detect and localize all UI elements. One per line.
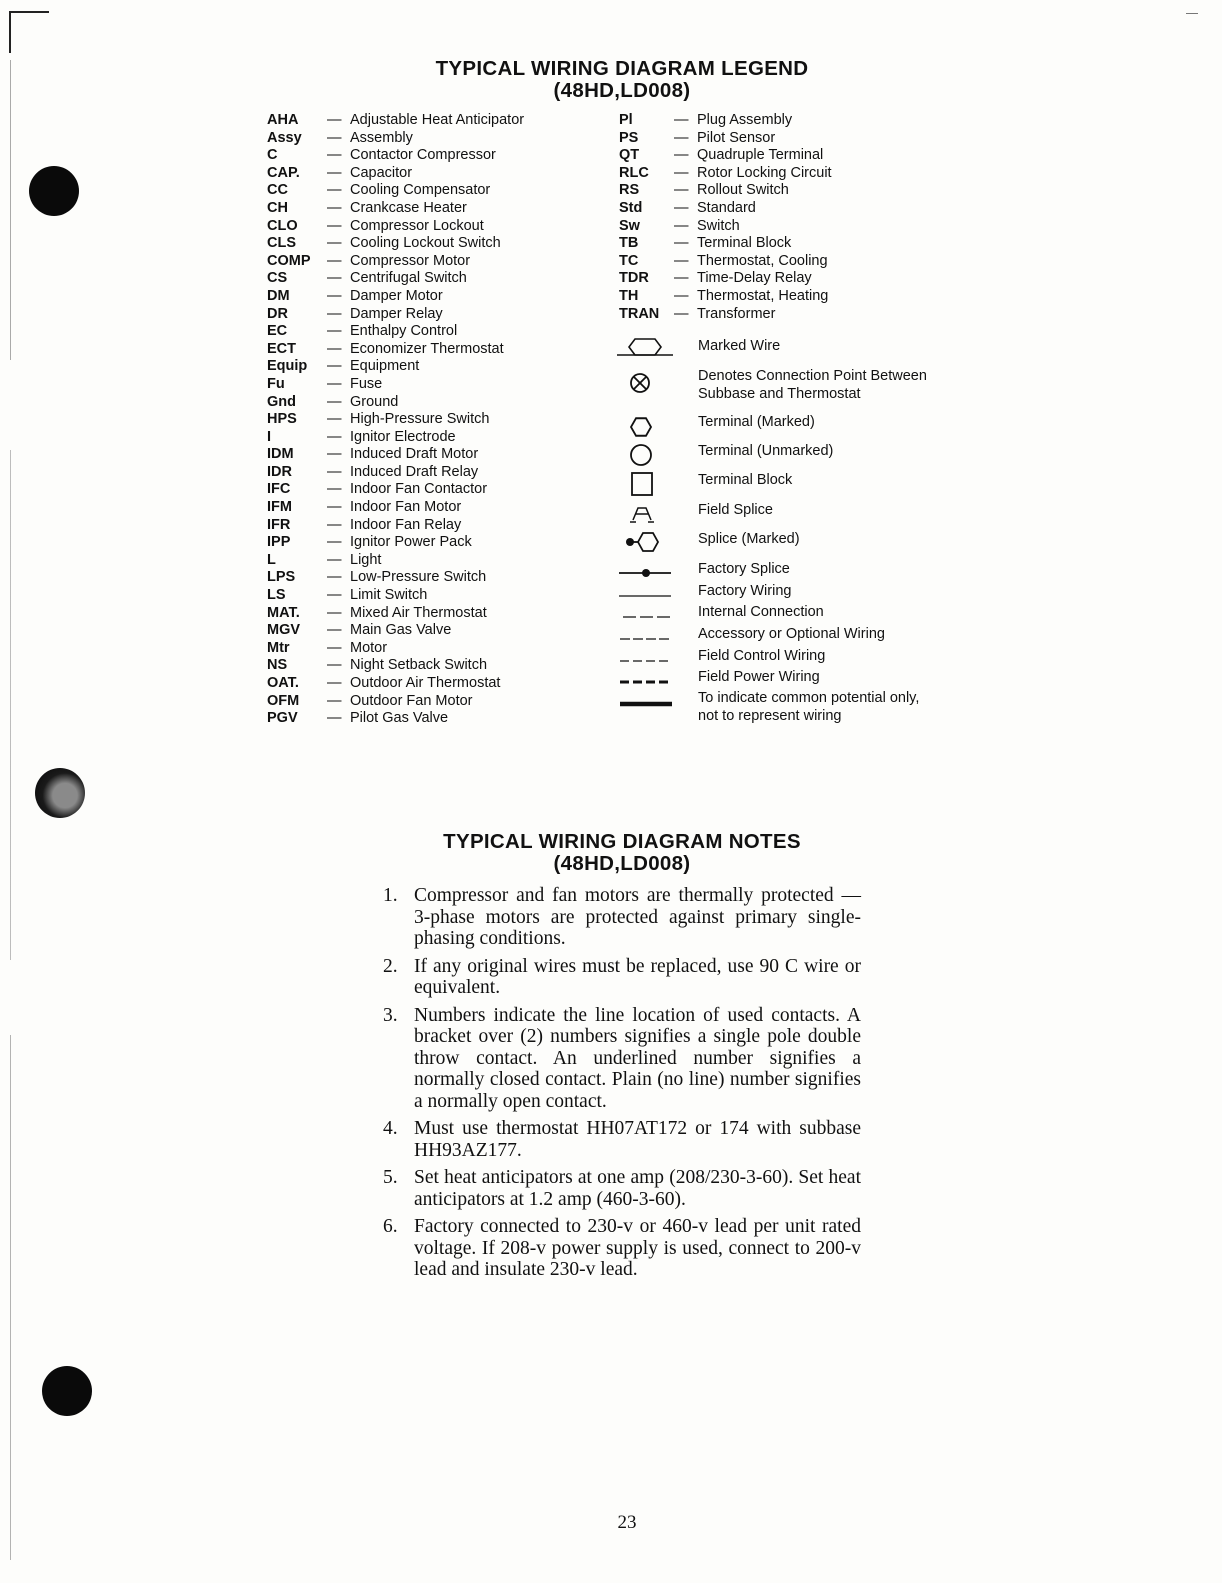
- abbreviation-code: IDM: [267, 446, 294, 463]
- scan-corner-mark: [9, 11, 49, 53]
- abbreviation-description: Ignitor Electrode: [350, 428, 456, 445]
- abbreviation-dash: —: [327, 551, 342, 568]
- abbreviation-code: TRAN: [619, 305, 660, 322]
- abbreviation-dash: —: [327, 569, 342, 586]
- abbreviation-description: Night Setback Switch: [350, 657, 488, 674]
- abbreviation-code: DR: [267, 305, 288, 322]
- symbol-label: Splice (Marked): [698, 531, 800, 547]
- abbreviation-code: Pl: [619, 112, 633, 128]
- abbreviation-dash: —: [327, 358, 342, 375]
- abbreviation-code: CLO: [267, 217, 298, 234]
- symbol-label: Internal Connection: [698, 604, 824, 620]
- abbreviation-description: Enthalpy Control: [350, 323, 458, 340]
- note-number: 1.: [383, 885, 398, 906]
- abbreviation-code: IFR: [267, 516, 291, 533]
- field-splice-icon: [615, 502, 675, 532]
- abbreviation-code: Mtr: [267, 639, 290, 656]
- abbreviation-dash: —: [327, 340, 342, 357]
- note-text: Must use thermostat HH07AT172 or 174 with subbase HH93AZ177.: [414, 1118, 861, 1161]
- symbol-label-line1: Denotes Connection Point Between: [698, 368, 927, 384]
- abbreviation-dash: —: [327, 675, 342, 691]
- binder-hole-bottom: [42, 1366, 92, 1416]
- abbreviation-code: COMP: [267, 252, 311, 269]
- abbreviation-dash: —: [674, 305, 689, 322]
- abbreviation-code: RS: [619, 182, 640, 199]
- symbol-label: [698, 368, 927, 403]
- abbreviation-dash: —: [327, 147, 342, 164]
- abbreviation-code: TC: [619, 252, 639, 269]
- abbreviation-description: Compressor Motor: [350, 252, 471, 269]
- abbreviation-code: TH: [619, 287, 639, 304]
- abbreviation-dash: —: [327, 217, 342, 234]
- abbreviation-dash: —: [327, 657, 342, 674]
- abbreviation-description: Pilot Gas Valve: [350, 710, 449, 727]
- note-text: Factory connected to 230-v or 460-v lead per unit rated voltage. If 208-v power supply is used, connect to 200-v lead and insulate 230-v lead.: [414, 1216, 861, 1280]
- abbreviation-code: OAT.: [267, 675, 299, 691]
- symbol-label-line2: Subbase and Thermostat: [698, 385, 861, 402]
- abbreviation-code: Std: [619, 199, 643, 216]
- abbreviation-description: Switch: [697, 217, 740, 234]
- abbreviation-code: ECT: [267, 340, 296, 357]
- abbreviation-description: Indoor Fan Relay: [350, 516, 462, 533]
- abbreviation-description: Thermostat, Cooling: [697, 252, 828, 269]
- abbreviation-dash: —: [327, 252, 342, 269]
- note-item: [383, 1005, 861, 1113]
- abbreviation-description: Indoor Fan Motor: [350, 499, 462, 516]
- abbreviation-dash: —: [674, 112, 689, 128]
- symbol-label-line2: not to represent wiring: [698, 707, 842, 724]
- abbreviation-code: AHA: [267, 112, 299, 128]
- abbreviation-dash: —: [327, 393, 342, 410]
- note-item: [383, 956, 861, 999]
- abbreviation-description: Pilot Sensor: [697, 129, 776, 146]
- abbreviation-dash: —: [327, 323, 342, 340]
- notes-list: [383, 885, 861, 1287]
- abbreviation-dash: —: [327, 463, 342, 480]
- abbreviation-description: Cooling Lockout Switch: [350, 235, 501, 252]
- binder-hole-top: [29, 166, 79, 216]
- abbreviation-code: LPS: [267, 569, 296, 586]
- abbreviation-dash: —: [674, 182, 689, 199]
- abbreviation-dash: —: [327, 305, 342, 322]
- splice-marked-icon: [615, 531, 675, 561]
- abbreviation-description: Quadruple Terminal: [697, 147, 824, 164]
- abbreviation-code: LS: [267, 587, 286, 604]
- abbreviation-description: Limit Switch: [350, 587, 428, 604]
- abbreviation-description: Assembly: [350, 129, 413, 146]
- abbreviation-dash: —: [327, 428, 342, 445]
- abbreviation-dash: —: [327, 622, 342, 639]
- abbreviation-code: MGV: [267, 622, 301, 639]
- legend-subtitle: (48HD,LD008): [553, 79, 691, 102]
- scan-top-dash: [1186, 13, 1198, 14]
- abbreviation-dash: —: [674, 129, 689, 146]
- abbreviation-description: Damper Relay: [350, 305, 443, 322]
- symbol-label: Field Splice: [698, 502, 773, 518]
- symbol-label: Field Control Wiring: [698, 648, 826, 664]
- symbol-label-line1: To indicate common potential only,: [698, 690, 920, 706]
- abbreviation-dash: —: [327, 287, 342, 304]
- note-text: If any original wires must be replaced, use 90 C wire or equivalent.: [414, 955, 861, 998]
- abbreviation-description: Outdoor Fan Motor: [350, 692, 473, 709]
- abbreviation-code: NS: [267, 657, 288, 674]
- abbreviation-code: HPS: [267, 411, 297, 428]
- abbreviation-description: Transformer: [697, 305, 776, 322]
- abbreviation-dash: —: [327, 112, 342, 128]
- abbreviation-dash: —: [327, 587, 342, 604]
- abbreviation-code: CLS: [267, 235, 296, 252]
- legend-title: TYPICAL WIRING DIAGRAM LEGEND: [435, 57, 809, 80]
- abbreviation-dash: —: [674, 217, 689, 234]
- note-item: [383, 1216, 861, 1281]
- abbreviation-description: Contactor Compressor: [350, 147, 496, 164]
- note-item: [383, 1118, 861, 1161]
- abbreviation-dash: —: [327, 481, 342, 498]
- note-number: 3.: [383, 1004, 398, 1026]
- abbreviation-dash: —: [327, 499, 342, 516]
- abbreviation-code: PS: [619, 129, 639, 146]
- abbreviation-dash: —: [327, 710, 342, 727]
- marked-wire-icon: [615, 338, 675, 368]
- abbreviation-code: CAP.: [267, 164, 300, 181]
- abbreviation-description: Motor: [350, 639, 388, 656]
- note-item: [383, 1167, 861, 1210]
- abbreviation-code: I: [267, 428, 272, 445]
- abbreviation-dash: —: [327, 411, 342, 428]
- abbreviation-dash: —: [327, 164, 342, 181]
- note-number: 4.: [383, 1118, 398, 1139]
- abbreviation-code: IFM: [267, 499, 292, 516]
- abbreviation-dash: —: [327, 534, 342, 551]
- note-number: 2.: [383, 955, 398, 977]
- abbreviation-dash: —: [327, 199, 342, 216]
- abbreviation-code: C: [267, 147, 278, 164]
- abbreviation-description: Plug Assembly: [697, 112, 793, 128]
- abbreviation-dash: —: [327, 270, 342, 287]
- abbreviation-code: CS: [267, 270, 288, 287]
- common-potential-icon: [615, 690, 675, 720]
- symbol-label: Terminal Block: [698, 472, 793, 488]
- abbreviation-dash: —: [327, 604, 342, 621]
- terminal-marked-icon: [615, 414, 675, 444]
- abbreviation-description: Adjustable Heat Anticipator: [350, 112, 525, 128]
- abbreviation-code: Gnd: [267, 393, 296, 410]
- abbreviation-description: Cooling Compensator: [350, 182, 491, 199]
- binder-hole-middle: [35, 768, 85, 818]
- abbreviation-description: Crankcase Heater: [350, 199, 467, 216]
- abbreviation-code: IDR: [267, 463, 292, 480]
- note-text: Compressor and fan motors are thermally protected — 3-phase motors are protected against primary single-phasing conditions.: [414, 885, 861, 949]
- symbol-label: Terminal (Unmarked): [698, 443, 834, 459]
- abbreviation-dash: —: [327, 446, 342, 463]
- abbreviation-code: OFM: [267, 692, 300, 709]
- abbreviation-code: QT: [619, 147, 640, 164]
- abbreviation-dash: —: [674, 164, 689, 181]
- connection-point-icon: [615, 368, 675, 398]
- abbreviation-code: L: [267, 551, 276, 568]
- abbreviation-dash: —: [327, 375, 342, 392]
- abbreviation-code: IPP: [267, 534, 291, 551]
- abbreviation-description: Fuse: [350, 375, 383, 392]
- abbreviation-dash: —: [674, 287, 689, 304]
- abbreviation-description: Rotor Locking Circuit: [697, 164, 832, 181]
- note-number: 6.: [383, 1216, 398, 1237]
- abbreviation-code: Assy: [267, 129, 302, 146]
- symbol-label: Marked Wire: [698, 338, 781, 354]
- abbreviation-dash: —: [327, 692, 342, 709]
- symbol-label: Factory Splice: [698, 561, 790, 577]
- abbreviation-description: Main Gas Valve: [350, 622, 452, 639]
- notes-subtitle: (48HD,LD008): [553, 852, 691, 875]
- abbreviation-description: Ground: [350, 393, 399, 410]
- abbreviation-description: Compressor Lockout: [350, 217, 484, 234]
- abbreviation-dash: —: [327, 639, 342, 656]
- abbreviation-dash: —: [327, 516, 342, 533]
- abbreviation-description: Standard: [697, 199, 756, 216]
- note-text: Numbers indicate the line location of used contacts. A bracket over (2) numbers signifies a single pole double throw contact. An underlined number signifies a normally closed contact. Plain (no line) number signifies a normally open contact.: [414, 1004, 861, 1112]
- abbreviation-code: Fu: [267, 375, 285, 392]
- note-number: 5.: [383, 1167, 398, 1188]
- note-item: [383, 885, 861, 950]
- notes-title-block: [0, 831, 1222, 875]
- terminal-block-icon: [615, 472, 675, 502]
- abbreviation-description: Mixed Air Thermostat: [350, 604, 487, 621]
- abbreviation-description: Induced Draft Relay: [350, 463, 479, 480]
- abbreviation-dash: —: [327, 129, 342, 146]
- abbreviation-description: Damper Motor: [350, 287, 443, 304]
- symbol-label: Field Power Wiring: [698, 669, 820, 685]
- abbreviation-code: TDR: [619, 270, 649, 287]
- abbreviation-code: EC: [267, 323, 288, 340]
- abbreviation-code: CC: [267, 182, 288, 199]
- abbreviation-description: Economizer Thermostat: [350, 340, 504, 357]
- abbreviation-dash: —: [327, 235, 342, 252]
- abbreviation-dash: —: [327, 182, 342, 199]
- abbreviation-code: DM: [267, 287, 290, 304]
- abbreviation-description: Indoor Fan Contactor: [350, 481, 488, 498]
- abbreviation-code: Sw: [619, 217, 640, 234]
- abbreviation-description: Outdoor Air Thermostat: [350, 675, 501, 691]
- abbreviation-description: Thermostat, Heating: [697, 287, 829, 304]
- notes-title: TYPICAL WIRING DIAGRAM NOTES: [443, 830, 801, 853]
- abbreviation-description: Time-Delay Relay: [697, 270, 812, 287]
- abbreviation-description: Rollout Switch: [697, 182, 789, 199]
- abbreviation-dash: —: [674, 199, 689, 216]
- abbreviation-description: High-Pressure Switch: [350, 411, 490, 428]
- abbreviation-dash: —: [674, 270, 689, 287]
- page-number: 23: [617, 1512, 637, 1533]
- abbreviation-description: Terminal Block: [697, 235, 792, 252]
- legend-title-block: [0, 58, 1222, 102]
- abbreviation-description: Centrifugal Switch: [350, 270, 467, 287]
- abbreviation-code: MAT.: [267, 604, 300, 621]
- abbreviation-description: Ignitor Power Pack: [350, 534, 472, 551]
- scan-edge-line: [10, 60, 11, 1560]
- abbreviation-description: Equipment: [350, 358, 420, 375]
- abbreviation-code: Equip: [267, 358, 308, 375]
- abbreviation-description: Capacitor: [350, 164, 413, 181]
- symbol-label: [698, 690, 919, 725]
- abbreviation-code: PGV: [267, 710, 298, 727]
- symbol-label: Accessory or Optional Wiring: [698, 626, 885, 642]
- abbreviation-description: Light: [350, 551, 382, 568]
- abbreviation-dash: —: [674, 252, 689, 269]
- abbreviation-code: CH: [267, 199, 288, 216]
- note-text: Set heat anticipators at one amp (208/230-3-60). Set heat anticipators at 1.2 amp (460-3-60).: [414, 1167, 861, 1210]
- abbreviation-dash: —: [674, 147, 689, 164]
- symbol-label: Factory Wiring: [698, 583, 792, 599]
- abbreviation-code: TB: [619, 235, 639, 252]
- symbol-label: Terminal (Marked): [698, 414, 815, 430]
- abbreviation-dash: —: [674, 235, 689, 252]
- abbreviation-description: Low-Pressure Switch: [350, 569, 487, 586]
- abbreviation-description: Induced Draft Motor: [350, 446, 479, 463]
- terminal-unmarked-icon: [615, 443, 675, 473]
- abbreviation-code: RLC: [619, 164, 649, 181]
- abbreviation-code: IFC: [267, 481, 291, 498]
